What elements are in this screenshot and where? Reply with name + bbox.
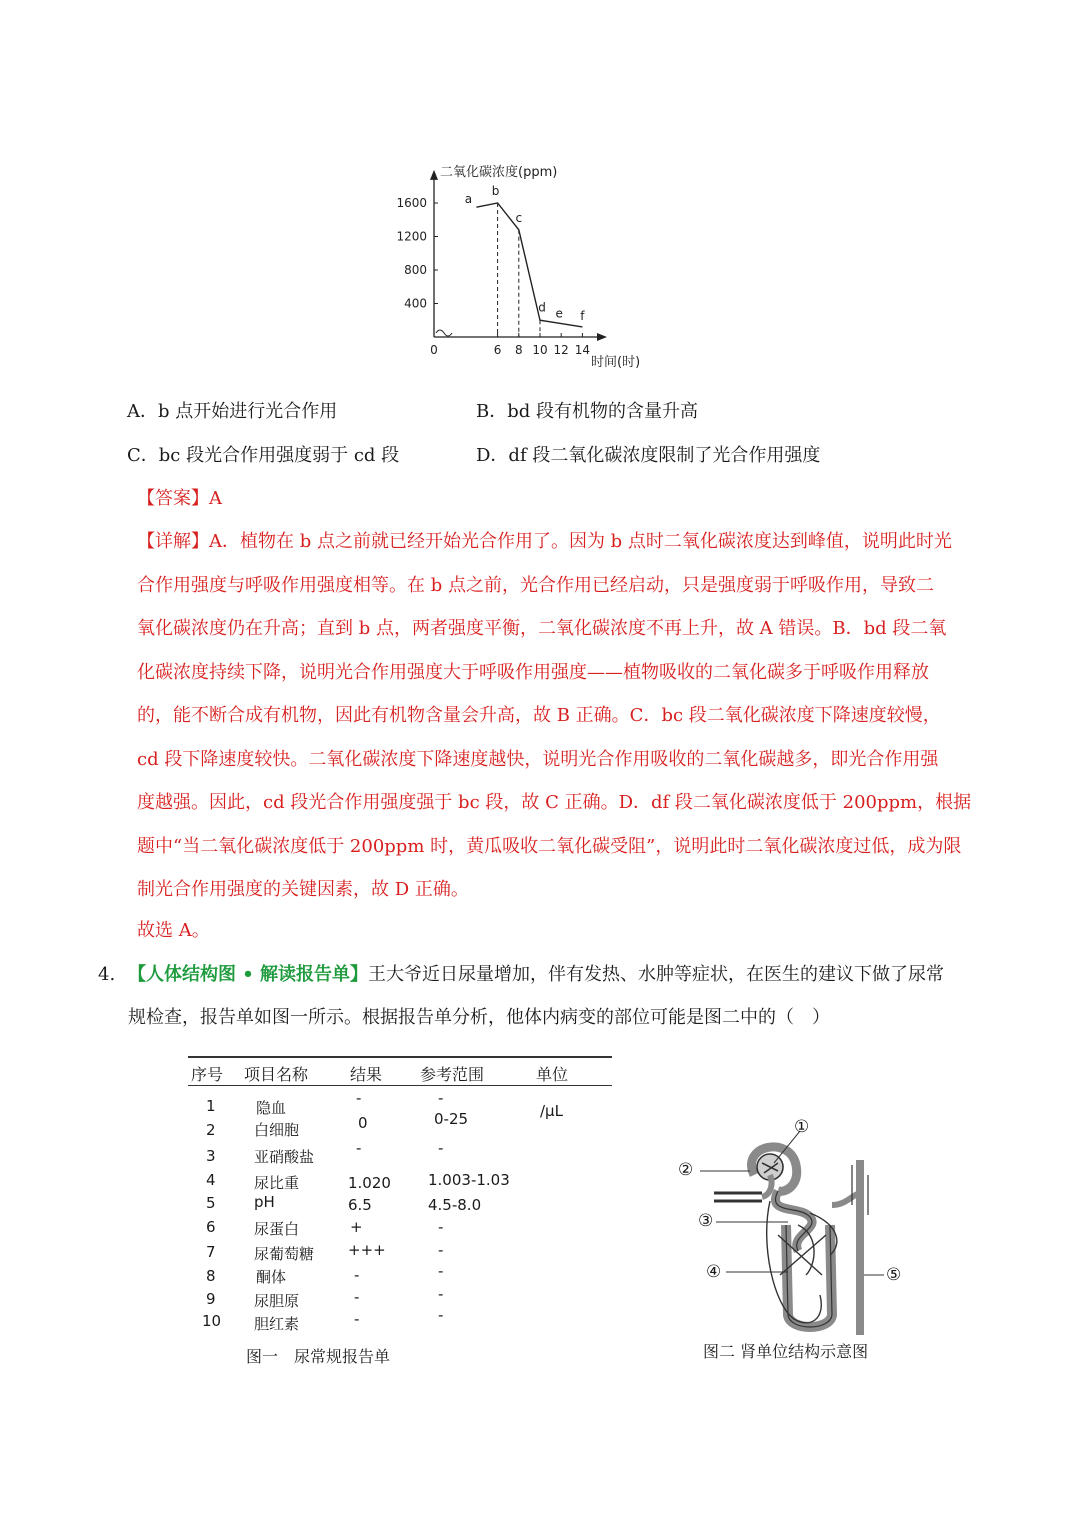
cell-name: 隐血 [256, 1099, 287, 1117]
answer: 【答案】A [137, 488, 222, 509]
explanation [137, 531, 971, 923]
label-4: ④ [706, 1262, 722, 1282]
point-label: b [491, 184, 500, 198]
cell-no: 2 [206, 1121, 216, 1139]
figure2-caption: 图二 肾单位结构示意图 [703, 1342, 869, 1361]
cell-name: pH [254, 1193, 275, 1211]
cell-no: 5 [206, 1194, 216, 1212]
x-axis-arrow [597, 333, 607, 341]
option-a: A．b 点开始进行光合作用 [127, 401, 338, 422]
cell-result: 6.5 [348, 1196, 372, 1214]
cell-name: 尿比重 [254, 1174, 300, 1192]
cell-name: 亚硝酸盐 [254, 1148, 315, 1166]
cell-ref: - [438, 1218, 444, 1236]
cell-no: 6 [206, 1218, 216, 1236]
cell-ref: - [438, 1262, 444, 1280]
explain-line: 题中“当二氧化碳浓度低于 200ppm 时，黄瓜吸收二氧化碳受阻”，说明此时二氧化碳浓度过低，成为限 [137, 835, 962, 857]
y-tick-label: 400 [404, 296, 427, 311]
cell-no: 9 [206, 1290, 216, 1308]
explain-line: 度越强。因此，cd 段光合作用强度强于 bc 段，故 C 正确。D．df 段二氧化碳浓度低于 200ppm，根据 [137, 792, 972, 813]
y-tick-label: 1600 [396, 196, 427, 210]
cell-result: 1.020 [348, 1174, 391, 1192]
figure1-caption: 图一 尿常规报告单 [246, 1347, 391, 1366]
header-ref: 参考范围 [420, 1065, 485, 1084]
point-label: d [538, 300, 546, 315]
cell-no: 4 [206, 1171, 216, 1189]
header-unit: 单位 [536, 1065, 569, 1084]
label-3: ③ [698, 1211, 714, 1231]
option-c: C．bc 段光合作用强度弱于 cd 段 [127, 445, 400, 466]
cell-ref: - [438, 1241, 444, 1259]
cell-name: 白细胞 [254, 1121, 300, 1139]
y-tick-label: 1200 [396, 229, 427, 244]
x-tick-label: 14 [574, 343, 591, 357]
co2-line-chart [380, 150, 720, 380]
question-number: 4. [98, 964, 116, 985]
point-label: c [515, 210, 523, 225]
cell-ref: - [438, 1089, 444, 1107]
cell-ref: - [438, 1306, 444, 1324]
label-1: ① [794, 1117, 810, 1137]
cell-result: - [354, 1266, 360, 1284]
cell-no: 1 [206, 1097, 216, 1115]
cell-result: +++ [348, 1241, 386, 1259]
cell-name: 酮体 [256, 1268, 287, 1286]
cell-result: + [350, 1218, 363, 1236]
cell-unit: /μL [540, 1102, 563, 1120]
x-tick-label: 10 [532, 343, 548, 357]
explain-line: 【详解】A．植物在 b 点之前就已经开始光合作用了。因为 b 点时二氧化碳浓度达到峰值，说明此时光 [137, 531, 952, 552]
choose-answer: 故选 A。 [137, 920, 210, 941]
explain-line: 的，能不断合成有机物，因此有机物含量会升高，故 B 正确。C．bc 段二氧化碳浓度下降速度较慢， [137, 705, 941, 726]
option-d: D．df 段二氧化碳浓度限制了光合作用强度 [476, 445, 821, 466]
x-axis-label: 时间(时) [591, 355, 641, 370]
question-tag: 【人体结构图 • 解读报告单】 [128, 964, 369, 985]
axis-break [436, 330, 452, 336]
header-name: 项目名称 [244, 1065, 309, 1084]
convoluted-tubule [775, 1191, 812, 1251]
question-4-line2: 规检查，报告单如图一所示。根据报告单分析，他体内病变的部位可能是图二中的（ ） [128, 1007, 830, 1028]
x-tick-label: 0 [430, 343, 438, 357]
cell-result: 0 [358, 1114, 368, 1132]
arterioles [714, 1175, 772, 1201]
x-tick-label: 6 [493, 343, 502, 357]
x-tick-label: 12 [553, 343, 569, 357]
urine-report [188, 1054, 612, 1374]
cell-name: 胆红素 [254, 1315, 300, 1333]
explain-line: 氧化碳浓度仍在升高；直到 b 点，两者强度平衡，二氧化碳浓度不再上升，故 A 错误。B．bd 段二氧 [137, 618, 947, 639]
cell-ref: - [438, 1285, 444, 1303]
question-text: 王大爷近日尿量增加，伴有发热、水肿等症状，在医生的建议下做了尿常 [368, 964, 945, 985]
cell-no: 10 [202, 1312, 222, 1330]
cell-name: 尿胆原 [254, 1292, 300, 1310]
label-5: ⑤ [886, 1265, 902, 1285]
cell-ref: 1.003-1.03 [428, 1171, 510, 1189]
cell-no: 3 [206, 1147, 216, 1165]
cell-result: - [356, 1089, 362, 1107]
x-tick-label: 8 [514, 343, 523, 357]
explain-line: 制光合作用强度的关键因素，故 D 正确。 [137, 879, 469, 900]
explain-line: 合作用强度与呼吸作用强度相等。在 b 点之前，光合作用已经启动，只是强度弱于呼吸作用，导致二 [137, 574, 934, 596]
point-label: f [580, 308, 585, 323]
table-header-rule [188, 1085, 612, 1086]
cell-no: 7 [206, 1243, 216, 1261]
cell-name: 尿葡萄糖 [254, 1245, 315, 1263]
loop-of-henle [786, 1225, 832, 1327]
cell-ref: - [438, 1139, 444, 1157]
y-axis-label: 二氧化碳浓度(ppm) [440, 164, 558, 180]
header-no: 序号 [191, 1065, 224, 1084]
question-4-line1 [128, 964, 944, 986]
y-tick-label: 800 [404, 263, 427, 277]
y-axis-arrow [430, 170, 438, 180]
cell-name: 尿蛋白 [254, 1220, 300, 1238]
cell-result: - [354, 1288, 360, 1306]
point-label: e [555, 306, 563, 321]
cell-ref: 4.5-8.0 [428, 1196, 482, 1214]
header-result: 结果 [350, 1065, 383, 1084]
collecting-duct [832, 1160, 868, 1335]
option-b: B．bd 段有机物的含量升高 [476, 401, 698, 422]
cell-result: - [356, 1139, 362, 1157]
series-line [476, 203, 582, 327]
point-label: a [464, 192, 473, 207]
explain-line: cd 段下降速度较快。二氧化碳浓度下降速度越快，说明光合作用吸收的二氧化碳越多，即光合作用强 [137, 748, 939, 770]
explain-line: 化碳浓度持续下降，说明光合作用强度大于呼吸作用强度——植物吸收的二氧化碳多于呼吸作用释放 [137, 661, 929, 683]
cell-result: - [354, 1310, 360, 1328]
cell-ref: 0-25 [434, 1110, 469, 1128]
table-top-rule [188, 1056, 612, 1058]
label-2: ② [678, 1160, 694, 1180]
cell-no: 8 [206, 1267, 216, 1285]
